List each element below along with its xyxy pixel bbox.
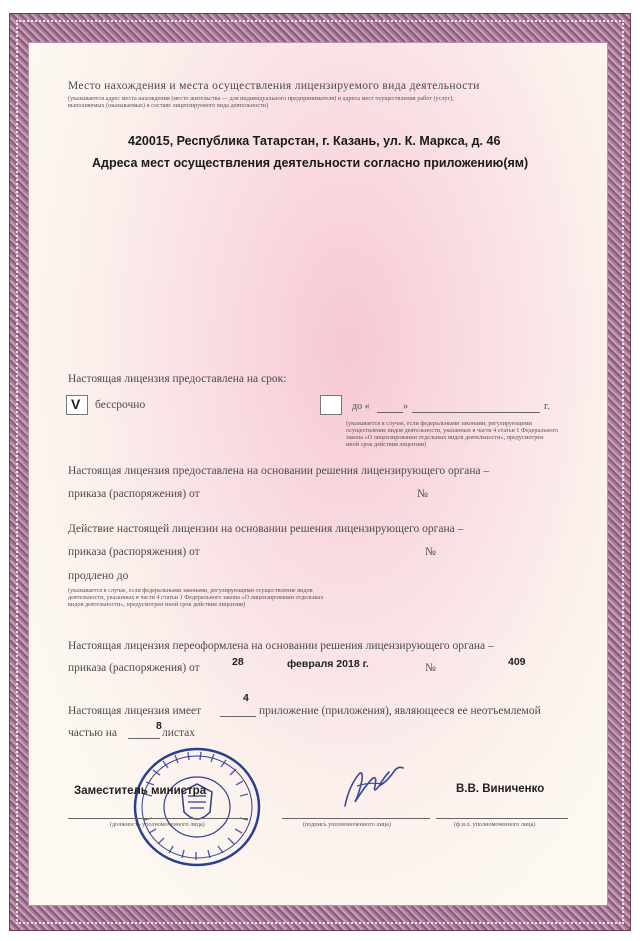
term-indefinite: бессрочно [95,399,146,411]
appendix-count-line [220,716,256,717]
term-note-1: (указывается в случае, если федеральными законами, регулирующими [346,420,532,427]
term-month-line [412,412,540,413]
location-note-1: (указываются адрес места нахождения (место жительства — для индивидуального предпринимателя) и адреса мест осуществления работ (услуг), [68,95,454,102]
appendix-sheets-label: листах [162,727,196,739]
reissue-month-year: февраля 2018 г. [287,658,369,670]
basis-order-from: приказа (распоряжения) от [68,488,200,500]
checkbox-mark: V [71,396,81,412]
appendix-count: 4 [243,692,249,704]
term-note-3: закона «О лицензировании отдельных видов деятельности», предусмотрен [346,434,544,441]
term-day-line [377,412,403,413]
reissue-order-from: приказа (распоряжения) от [68,662,200,674]
signatory-position: Заместитель министра [74,785,207,797]
reissue-label: Настоящая лицензия переоформлена на основании решения лицензирующего органа – [68,640,494,652]
name-caption: (ф.и.о. уполномоченного лица) [454,821,536,828]
term-until-prefix: до « [352,401,370,412]
extension-note-3: видов деятельности», предусмотрен иной срок действия лицензии) [68,601,246,608]
extension-label: Действие настоящей лицензии на основании решения лицензирующего органа – [68,523,464,535]
basis-number-sign: № [417,488,428,500]
extension-order-from: приказа (распоряжения) от [68,546,200,558]
term-until-year: г. [544,401,550,412]
term-note-2: осуществление видов деятельности, указанных в части 4 статьи 1 Федерального [346,427,559,434]
extension-number-sign: № [425,546,436,558]
appendix-text-after: приложение (приложения), являющееся ее неотъемлемой [259,705,541,717]
activity-places: Адреса мест осуществления деятельности согласно приложению(ям) [92,156,529,170]
location-label: Место нахождения и места осуществления лицензируемого вида деятельности [68,80,480,92]
basis-label: Настоящая лицензия предоставлена на основании решения лицензирующего органа – [68,465,490,477]
indefinite-checkbox[interactable] [66,395,88,415]
reissue-number-sign: № [425,662,436,674]
term-until-checkbox[interactable] [320,395,342,415]
extension-extended-until: продлено до [68,570,129,582]
appendix-sheets: 8 [156,720,162,732]
appendix-text-before: Настоящая лицензия имеет [68,705,202,717]
extension-note-2: деятельности, указанных в части 4 статьи 1 Федерального закона «О лицензировании отдельных [68,594,324,601]
reissue-day: 28 [232,656,244,668]
position-caption: (должность уполномоченного лица) [110,821,205,828]
signatory-name: В.В. Виниченко [456,783,545,795]
handwritten-signature-icon [335,756,411,816]
license-address: 420015, Республика Татарстан, г. Казань, ул. К. Маркса, д. 46 [128,134,501,148]
signature-line [282,818,430,819]
location-note-2: выполняемых (оказываемых) в составе лицензируемого вида деятельности) [68,102,269,109]
appendix-part-on: частью на [68,727,117,739]
signature-caption: (подпись уполномоченного лица) [303,821,391,828]
name-line [436,818,568,819]
term-until-quote: » [403,401,408,412]
position-line [68,818,248,819]
reissue-number: 409 [508,656,526,668]
extension-note-1: (указывается в случае, если федеральными законами, регулирующими осуществление видов [68,587,313,594]
term-label: Настоящая лицензия предоставлена на срок: [68,373,287,385]
term-note-4: иной срок действия лицензии) [346,441,427,448]
appendix-sheets-line [128,738,160,739]
official-seal-icon [130,744,264,870]
